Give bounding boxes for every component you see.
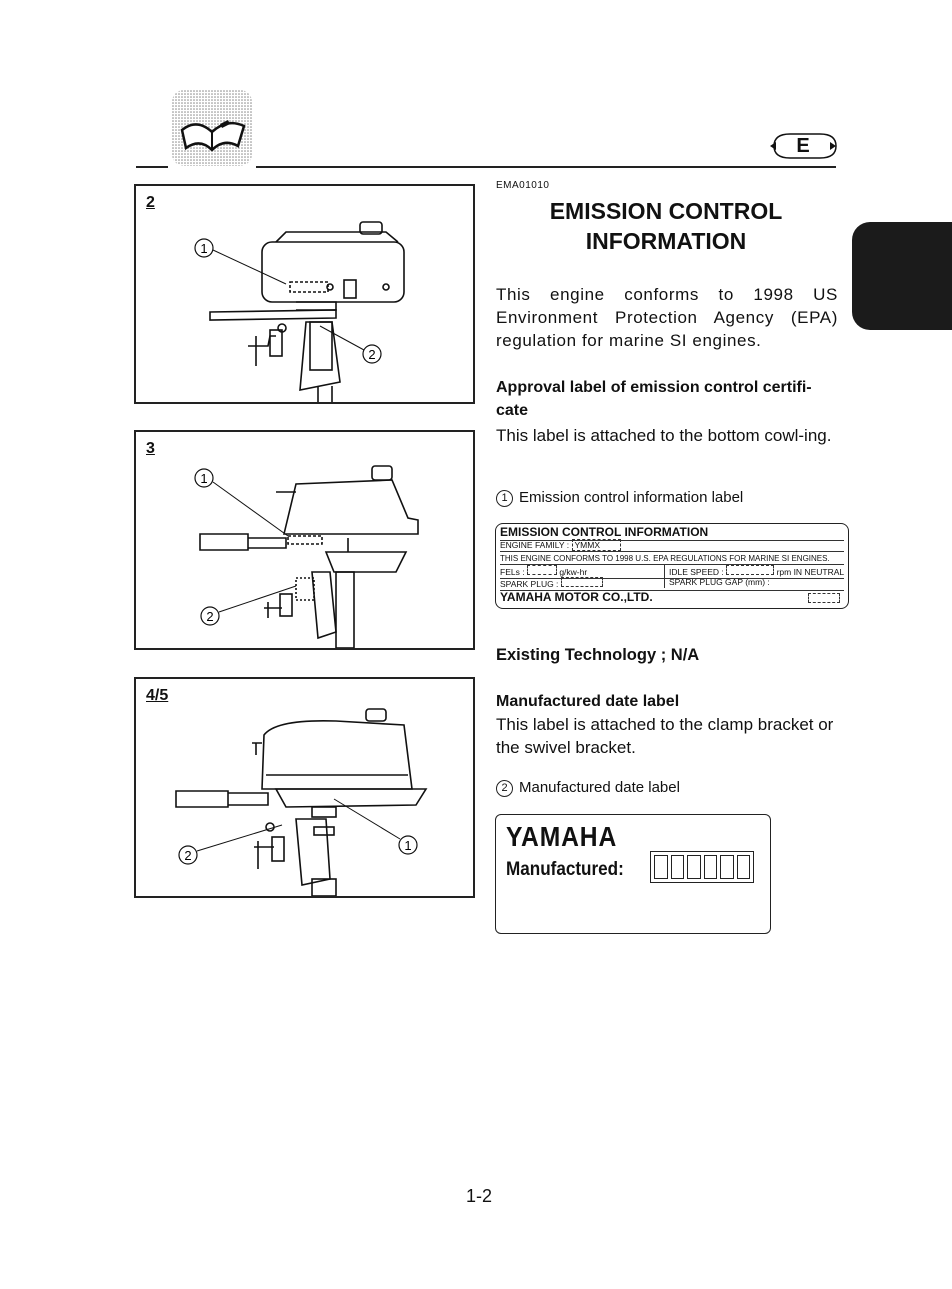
figure-4-5 bbox=[134, 677, 475, 898]
figure-2 bbox=[134, 184, 475, 404]
engine-family-row bbox=[500, 540, 844, 552]
approval-text: This label is attached to the bottom cowl-ing. bbox=[496, 426, 832, 445]
fels-blank bbox=[527, 565, 557, 575]
manufactured-heading: Manufactured date label bbox=[496, 693, 680, 710]
figure-number: 4/5 bbox=[146, 687, 169, 704]
manual-book-icon bbox=[172, 90, 252, 166]
page-title bbox=[496, 196, 836, 256]
outboard-engine-illustration bbox=[136, 432, 473, 648]
figure-number: 3 bbox=[146, 440, 155, 457]
page-number: 1-2 bbox=[466, 1186, 493, 1206]
item-number: 1 bbox=[496, 490, 513, 507]
date-box bbox=[687, 855, 701, 879]
intro-paragraph: This engine conforms to 1998 US Environment Protection Agency (EPA) regulation for marine SI engines. bbox=[496, 285, 838, 350]
callout-2: 2 bbox=[184, 848, 192, 863]
manufactured-item bbox=[496, 776, 680, 799]
callout-2: 2 bbox=[368, 347, 376, 362]
fels-unit: g/kw-hr bbox=[559, 567, 588, 577]
spark-gap-label: SPARK PLUG GAP (mm) : bbox=[664, 577, 770, 588]
approval-item bbox=[496, 486, 743, 509]
approval-heading: Approval label of emission control certifi-cate bbox=[496, 379, 812, 419]
date-box bbox=[654, 855, 668, 879]
figure-3 bbox=[134, 430, 475, 650]
emission-control-label bbox=[495, 523, 849, 609]
callout-2: 2 bbox=[206, 609, 214, 624]
maker-name: YAMAHA MOTOR CO.,LTD. bbox=[500, 590, 653, 604]
callout-1: 1 bbox=[200, 471, 208, 486]
label-brand: YAMAHA bbox=[506, 821, 618, 852]
label-manufactured: Manufactured: bbox=[506, 859, 624, 880]
language-code: E bbox=[796, 135, 810, 157]
figure-number: 2 bbox=[146, 194, 155, 211]
label-title: EMISSION CONTROL INFORMATION bbox=[500, 525, 844, 541]
date-boxes bbox=[650, 851, 754, 883]
spark-plug-blank bbox=[561, 577, 603, 587]
manufactured-text: This label is attached to the clamp bracket or the swivel bracket. bbox=[496, 715, 834, 757]
idle-blank bbox=[726, 565, 774, 575]
date-box bbox=[720, 855, 734, 879]
date-box bbox=[704, 855, 718, 879]
item-text: Emission control information label bbox=[519, 489, 744, 506]
outboard-engine-illustration bbox=[136, 186, 473, 402]
callout-1: 1 bbox=[404, 838, 412, 853]
maker-row bbox=[500, 590, 844, 604]
item-text: Manufactured date label bbox=[519, 779, 680, 796]
date-box bbox=[737, 855, 751, 879]
title-line-1: EMISSION CONTROL bbox=[549, 198, 783, 224]
outboard-engine-illustration bbox=[136, 679, 473, 896]
title-line-2: INFORMATION bbox=[585, 228, 747, 254]
conforms-row: THIS ENGINE CONFORMS TO 1998 U.S. EPA REGULATIONS FOR MARINE SI ENGINES. bbox=[500, 553, 844, 565]
header-rule-right bbox=[256, 166, 836, 168]
item-number: 2 bbox=[496, 780, 513, 797]
engine-family-value: YMMX bbox=[572, 539, 622, 551]
existing-technology: Existing Technology ; N/A bbox=[496, 646, 700, 664]
section-code: EMA01010 bbox=[496, 180, 550, 191]
spark-plug-row bbox=[500, 577, 844, 591]
fels-label: FELs : bbox=[500, 567, 525, 577]
idle-unit: rpm IN NEUTRAL bbox=[776, 567, 845, 577]
engine-family-label: ENGINE FAMILY : bbox=[500, 540, 570, 550]
callout-1: 1 bbox=[200, 241, 208, 256]
header-rule-left bbox=[136, 166, 168, 168]
maker-blank bbox=[808, 593, 840, 603]
manufactured-date-label bbox=[495, 814, 771, 934]
chapter-tab bbox=[852, 222, 952, 330]
spark-plug-label: SPARK PLUG : bbox=[500, 579, 559, 589]
idle-speed-label: IDLE SPEED : bbox=[669, 567, 724, 577]
date-box bbox=[671, 855, 685, 879]
